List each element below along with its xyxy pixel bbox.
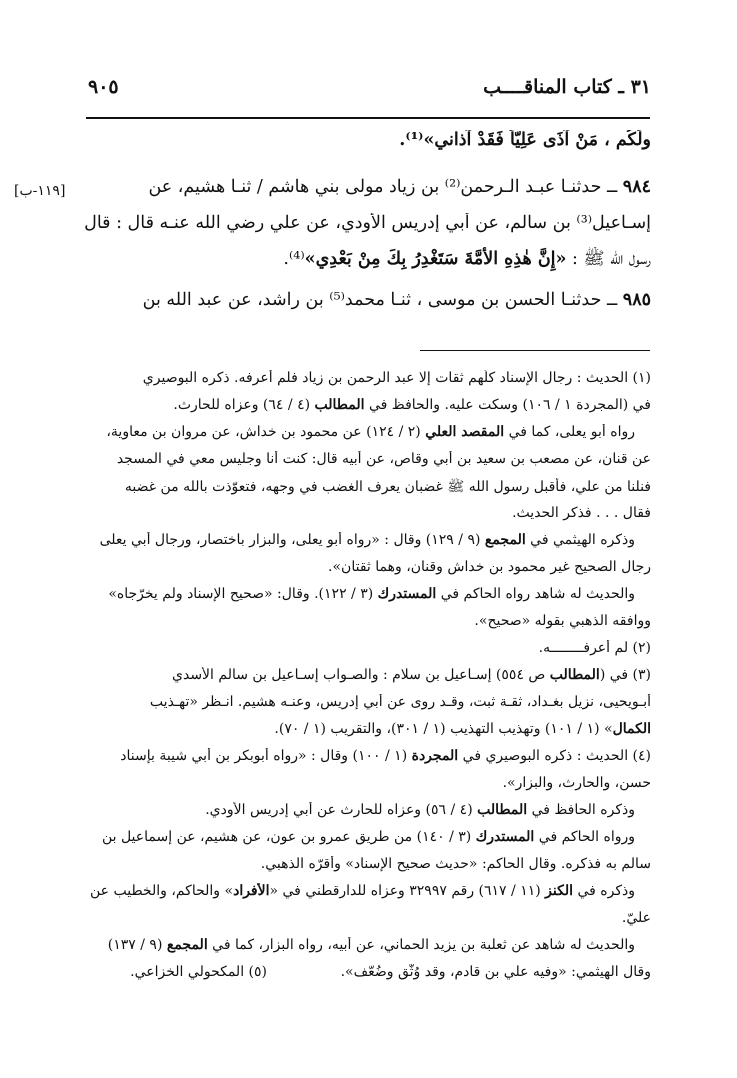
fn-text: (٤) الحديث : ذكره البوصيري في — [458, 748, 651, 764]
fn-text: وذكره الهيثمي في — [525, 532, 635, 548]
fn-source-bold: المطالب — [549, 667, 600, 683]
fn-text: (٢ / ١٢٤) عن محمود بن خداش، عن مروان بن معاوية، — [106, 424, 426, 440]
footnote-4-line-7: عليّ. — [621, 910, 651, 926]
fn-text: والحديث له شاهد رواه الحاكم في — [436, 586, 635, 602]
hadith-984-text-1: ــ حدثنـا عبـد الـرحمن⁽²⁾ بن زياد مولى بني هاشم / ثنـا هشيم، عن — [148, 177, 618, 197]
page-number: ٩٠٥ — [88, 76, 119, 98]
footnote-4-line-9: وقال الهيثمي: «وفيه علي بن قادم، وقد وُثّق وضُعّف». — [340, 964, 651, 980]
hadith-984-line-3 — [81, 247, 651, 273]
hadith-number-985: ٩٨٥ — [622, 290, 651, 310]
footnote-5: (٥) المكحولي الخزاعي. — [130, 964, 267, 980]
fn-source-bold: المقصد العلي — [425, 424, 505, 440]
fn-text: وذكره الحافظ في — [527, 802, 635, 818]
fn-text: (٤ / ٦٤) وعزاه للحارث. — [173, 397, 315, 413]
footnote-1-line-6: فقال . . . فذكر الحديث. — [512, 505, 651, 521]
hadith-984-line-1 — [81, 177, 651, 197]
fn-text: (٩ / ١٢٩) وقال : «رواه أبو يعلى، والبزار باختصار، ورجال أبي يعلى — [99, 532, 485, 548]
footnote-2: (٢) لم أعرفــــــــه. — [538, 640, 651, 656]
hadith-984-line-2: إسـاعيل⁽³⁾ بن سالم، عن أبي إدريس الأودي، عن علي رضي الله عنـه قال : قال — [84, 213, 651, 233]
footnote-3-line-2: أبـويحيى، نزيل بغـداد، ثقـة ثبت، وقـد روى عن أبي إدريس، وعنـه هشيم. انـظر «تهـذيب — [149, 694, 651, 710]
fn-source-bold: الكمال — [612, 721, 651, 737]
header-rule — [86, 117, 650, 119]
fn-source-bold: المجمع — [166, 937, 208, 953]
footnote-4-line-1 — [71, 748, 651, 764]
footnote-1-line-10: ووافقه الذهبي بقوله «صحيح». — [474, 613, 651, 629]
main-line-1: ولَكُم ، مَنْ آذَى عَلِيّاً فَقَدْ آذاني»⁽¹⁾. — [399, 130, 651, 150]
footnote-1-line-4: عن قنان، عن مصعب بن سعيد بن أبي وقاص، عن أبيه قال: كنت أنا وجليس معي في المسجد — [116, 451, 651, 467]
fn-text: والحديث له شاهد عن ثعلبة بن يزيد الحماني، عن أبيه، رواه البزار، كما في — [207, 937, 635, 953]
fn-source-bold: المجردة — [411, 748, 459, 764]
fn-text: ورواه الحاكم في — [534, 829, 635, 845]
fn-text: » (١ / ١٠١) وتهذيب التهذيب (١ / ٣٠١)، والتقريب (١ / ٧٠). — [274, 721, 613, 737]
fn-text: وذكره في — [573, 883, 635, 899]
fn-text: (٣) في ( — [599, 667, 651, 683]
hadith-985-line-1 — [81, 290, 651, 310]
footnote-1-line-2 — [71, 397, 651, 413]
footnote-3-line-1 — [71, 667, 651, 683]
fn-text: في (المجردة ١ / ١٠٦) وسكت عليه. والحافظ في — [364, 397, 651, 413]
fn-text: » والحاكم، والخطيب عن — [90, 883, 234, 899]
fn-text: رواه أبو يعلى، كما في — [504, 424, 635, 440]
footnote-4-line-3 — [71, 802, 635, 818]
footnote-1-line-9 — [71, 586, 635, 602]
hadith-985-text-1: ــ حدثنـا الحسن بن موسى ، ثنـا محمد⁽⁵⁾ بن راشد، عن عبد الله بن — [142, 290, 618, 310]
footnote-3-line-3 — [71, 721, 651, 737]
footnote-1-line-5: فنلنا من علي، فأقبل رسول الله ﷺ غضبان يعرف الغضب في وجهه، فتعوّذت بالله من غضبه — [124, 479, 651, 495]
fn-source-bold: المجمع — [484, 532, 526, 548]
footnote-1-line-3 — [71, 424, 635, 440]
footnote-rule — [420, 350, 650, 351]
footnote-4-line-6 — [71, 883, 635, 899]
hadith-984-quote: «إِنَّ هٰذِهِ الأُمَّةَ سَتَغْدِرُ بِكَ مِنْ بَعْدِي» — [304, 249, 567, 269]
fn-source-bold: المستدرك — [377, 586, 437, 602]
chapter-title: ٣١ ـ كتاب المناقــــب — [483, 76, 651, 98]
footnote-4-line-2: حسن، والحارث، والبزار». — [502, 775, 651, 791]
fn-text: ص ٥٥٤) إسـاعيل بن سلام : والصـواب إسـاعيل بن سالم الأسدي — [172, 667, 550, 683]
fn-source-bold: المستدرك — [475, 829, 535, 845]
manuscript-folio-ref: [١١٩-ب] — [14, 183, 66, 199]
hadith-984-text-3b: ⁽⁴⁾. — [283, 249, 305, 269]
fn-text: (٣ / ١٤٠) من طريق عمرو بن عون، عن هشيم، عن إسماعيل بن — [101, 829, 476, 845]
fn-source-bold: المطالب — [477, 802, 528, 818]
fn-source-bold: الكنز — [545, 883, 574, 899]
footnote-1-line-7 — [71, 532, 635, 548]
footnote-1-line-8: رجال الصحيح غير محمود بن خداش وقنان، وهما ثقتان». — [328, 559, 651, 575]
fn-source-bold: المطالب — [314, 397, 365, 413]
hadith-984-text-3a: رسول الله ﷺ : — [566, 249, 651, 269]
fn-source-bold: الأفراد — [233, 883, 270, 899]
fn-text: (٣ / ١٢٢). وقال: «صحيح الإسناد ولم يخرّجاه» — [108, 586, 378, 602]
footnote-4-line-8 — [71, 937, 635, 953]
fn-text: (١١ / ٦١٧) رقم ٣٢٩٩٧ وعزاه للدارقطني في « — [269, 883, 546, 899]
fn-text: (١ / ١٠٠) وقال : «رواه أبوبكر بن أبي شيبة بإسناد — [120, 748, 412, 764]
footnote-4-line-5: سالم به فذكره. وقال الحاكم: «حديث صحيح الإسناد» وأقرّه الذهبي. — [260, 856, 651, 872]
fn-text: (٤ / ٥٦) وعزاه للحارث عن أبي إدريس الأودي. — [205, 802, 478, 818]
fn-text: (٩ / ١٣٧) — [107, 937, 167, 953]
footnote-1-line-1: (١) الحديث : رجال الإسناد كلّهم ثقات إلا عبد الرحمن بن زياد فلم أعرفه. ذكره البوصيري — [142, 370, 651, 386]
footnote-4-line-4 — [71, 829, 635, 845]
hadith-number-984: ٩٨٤ — [622, 177, 651, 197]
